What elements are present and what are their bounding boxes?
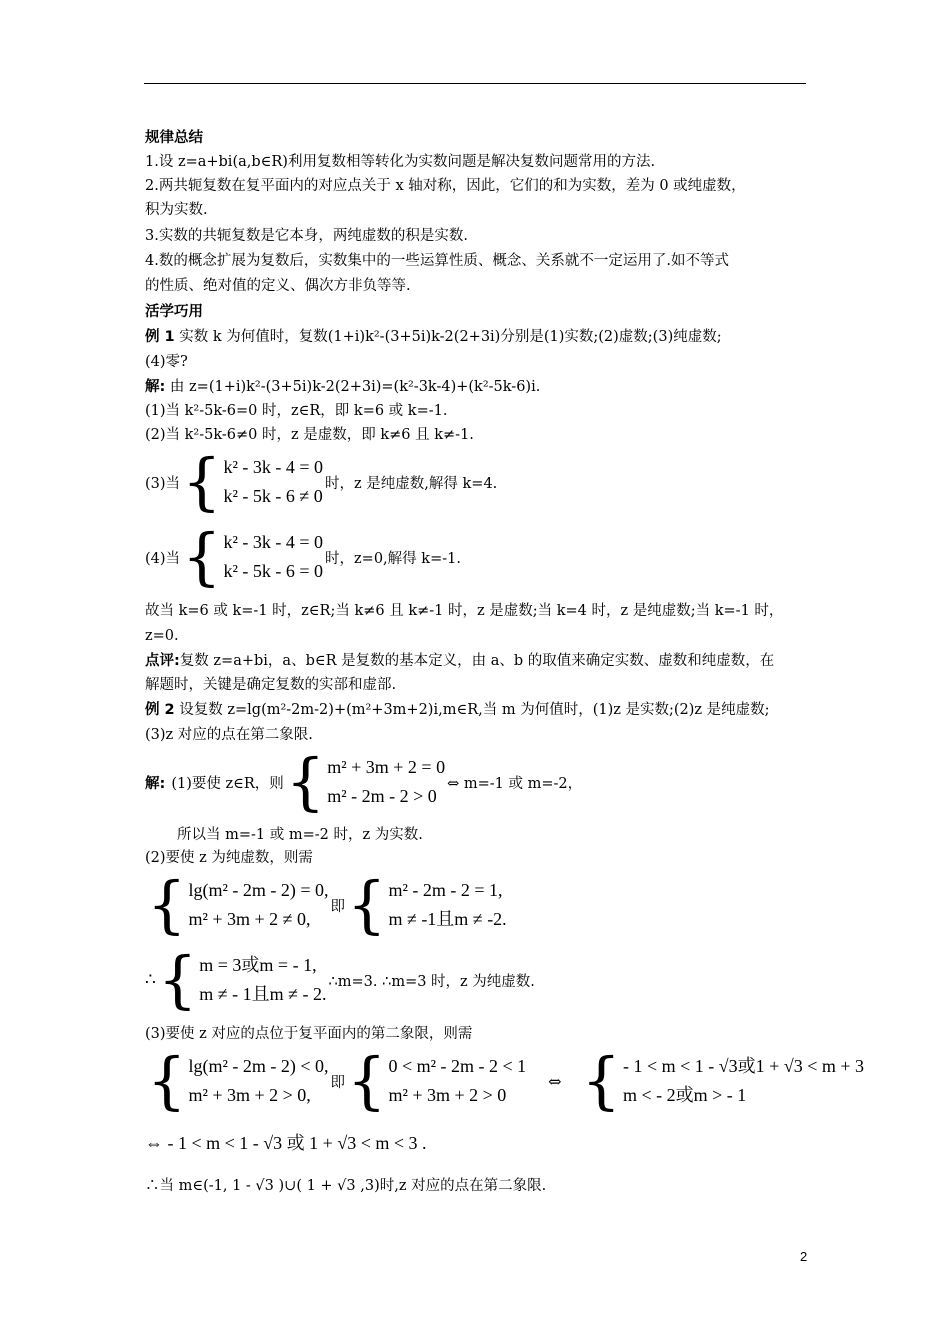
system-line: m = 3或m = - 1,: [199, 955, 317, 975]
example1-conclusion-line1: 故当 k=6 或 k=-1 时，z∈R;当 k≠6 且 k≠-1 时，z 是虚数;当 k=4 时，z 是纯虚数;当 k=-1 时，: [145, 603, 784, 619]
comment-label: 点评:: [145, 653, 180, 669]
example2-step1-pre: (1)要使 z∈R，则: [171, 775, 284, 792]
system-line: m² + 3m + 2 > 0,: [188, 1085, 311, 1105]
left-brace: {: [346, 1044, 387, 1117]
example2-step2-pre: (2)要使 z 为纯虚数，则需: [145, 850, 313, 866]
example1-step1: (1)当 k²-5k-6=0 时，z∈R，即 k=6 或 k=-1.: [145, 403, 448, 419]
example2-question-line1: [145, 700, 770, 720]
example2-step1-conclusion: 所以当 m=-1 或 m=-2 时，z 为实数.: [177, 827, 423, 843]
equation-system-step3: [182, 445, 324, 518]
example2-step3-pre: (3)要使 z 对应的点位于复平面内的第二象限，则需: [145, 1026, 473, 1042]
system-line: k² - 5k - 6 = 0: [223, 561, 324, 581]
example1-question-line1: [145, 327, 722, 347]
left-brace: {: [182, 520, 222, 593]
example1-question-text: 实数 k 为何值时，复数(1+i)k²-(3+5i)k-2(2+3i)分别是(1)实数;(2)虚数;(3)纯虚数;: [174, 329, 722, 345]
left-brace: {: [182, 445, 222, 518]
section-heading-summary: 规律总结: [145, 130, 203, 146]
equation-system-ex2-step2a: [147, 868, 329, 941]
left-brace: {: [147, 868, 187, 941]
equation-system-step4: [182, 520, 324, 593]
example1-comment-line1: [145, 651, 774, 671]
example1-step4-pre: (4)当: [145, 550, 181, 567]
solution-label: 解:: [145, 775, 166, 792]
example2-step3-equivalence: ⇔ - 1 < m < 1 - √3 或 1 + √3 < m < 3 .: [145, 1133, 427, 1153]
system-line: m < - 2或m > - 1: [623, 1085, 747, 1105]
example2-step2-systems: [145, 868, 509, 941]
example2-final-conclusion: ∴当 m∈(-1, 1 - √3 )∪( 1 + √3 ,3)时,z 对应的点在第二象限.: [145, 1178, 547, 1194]
system-line: m² + 3m + 2 > 0: [388, 1085, 507, 1105]
system-line: k² - 5k - 6 ≠ 0: [223, 486, 323, 506]
therefore-symbol: ∴: [145, 970, 156, 990]
equation-system-ex2-step3b: [346, 1044, 527, 1117]
example2-question-text: 设复数 z=lg(m²-2m-2)+(m²+3m+2)i,m∈R,当 m 为何值时，(1)z 是实数;(2)z 是纯虚数;: [174, 702, 770, 718]
example2-question-line2: (3)z 对应的点在第二象限.: [145, 727, 313, 743]
example1-step4: [145, 520, 461, 593]
example1-solution-line1: [145, 377, 540, 397]
summary-line-6: 的性质、绝对值的定义、偶次方非负等等.: [145, 278, 411, 294]
equation-system-ex2-step1: [285, 745, 446, 818]
example2-step2-post: ∴m=3. ∴m=3 时，z 为纯虚数.: [328, 973, 535, 990]
example1-step2: (2)当 k²-5k-6≠0 时，z 是虚数，即 k≠6 且 k≠-1.: [145, 427, 474, 443]
example1-step4-post: 时，z=0,解得 k=-1.: [325, 550, 461, 567]
system-line: m² - 2m - 2 > 0: [327, 786, 437, 806]
iff-symbol: ⇔: [548, 1071, 562, 1091]
header-rule: [144, 83, 806, 84]
left-brace: {: [581, 1044, 621, 1117]
example1-conclusion-line2: z=0.: [145, 628, 179, 644]
example1-label: 例 1: [145, 329, 175, 345]
solution-label: 解:: [145, 379, 166, 395]
left-brace: {: [157, 943, 198, 1016]
connective-ji: 即: [330, 898, 345, 915]
example1-step3: [145, 445, 498, 518]
left-brace: {: [346, 868, 387, 941]
system-line: k² - 3k - 4 = 0: [223, 457, 324, 477]
comment-text: 复数 z=a+bi，a、b∈R 是复数的基本定义，由 a、b 的取值来确定实数、虚数和纯虚数，在: [179, 653, 775, 669]
example1-solution-text: 由 z=(1+i)k²-(3+5i)k-2(2+3i)=(k²-3k-4)+(k²-5k-6)i.: [165, 379, 541, 395]
system-line: lg(m² - 2m - 2) < 0,: [188, 1056, 329, 1076]
example2-step3-systems: [145, 1044, 866, 1117]
example2-step2-result: [145, 943, 535, 1016]
equation-system-ex2-step3a: [147, 1044, 329, 1117]
equation-system-ex2-step3c: [581, 1044, 865, 1117]
example2-step1-post: ⇔ m=-1 或 m=-2，: [447, 775, 583, 792]
section-heading-practice: 活学巧用: [145, 304, 203, 320]
system-line: k² - 3k - 4 = 0: [223, 532, 324, 552]
summary-line-5: 4.数的概念扩展为复数后，实数集中的一些运算性质、概念、关系就不一定运用了.如不等式: [145, 253, 729, 269]
left-brace: {: [147, 1044, 187, 1117]
summary-line-2: 2.两共轭复数在复平面内的对应点关于 x 轴对称，因此，它们的和为实数，差为 0 或纯虚数，: [145, 178, 746, 194]
connective-ji: 即: [330, 1074, 345, 1091]
system-line: m² - 2m - 2 = 1,: [388, 880, 503, 900]
system-line: lg(m² - 2m - 2) = 0,: [188, 880, 329, 900]
example2-step1: [145, 745, 583, 818]
equation-system-ex2-step2c: [157, 943, 327, 1016]
example1-question-line2: (4)零?: [145, 354, 188, 370]
equation-system-ex2-step2b: [346, 868, 507, 941]
system-line: m ≠ - 1且m ≠ - 2.: [199, 984, 327, 1004]
example1-step3-post: 时，z 是纯虚数,解得 k=4.: [325, 475, 498, 492]
summary-line-1: 1.设 z=a+bi(a,b∈R)利用复数相等转化为实数问题是解决复数问题常用的方法.: [145, 154, 656, 170]
example1-step3-pre: (3)当: [145, 475, 181, 492]
system-line: m² + 3m + 2 ≠ 0,: [188, 909, 311, 929]
example2-label: 例 2: [145, 702, 175, 718]
example1-comment-line2: 解题时，关键是确定复数的实部和虚部.: [145, 677, 397, 693]
system-line: 0 < m² - 2m - 2 < 1: [388, 1056, 527, 1076]
system-line: m ≠ -1且m ≠ -2.: [388, 909, 507, 929]
summary-line-4: 3.实数的共轭复数是它本身，两纯虚数的积是实数.: [145, 228, 468, 244]
summary-line-3: 积为实数.: [145, 202, 208, 218]
left-brace: {: [285, 745, 326, 818]
system-line: - 1 < m < 1 - √3或1 + √3 < m + 3: [623, 1056, 865, 1076]
system-line: m² + 3m + 2 = 0: [327, 757, 446, 777]
page-number: 2: [800, 1249, 808, 1264]
